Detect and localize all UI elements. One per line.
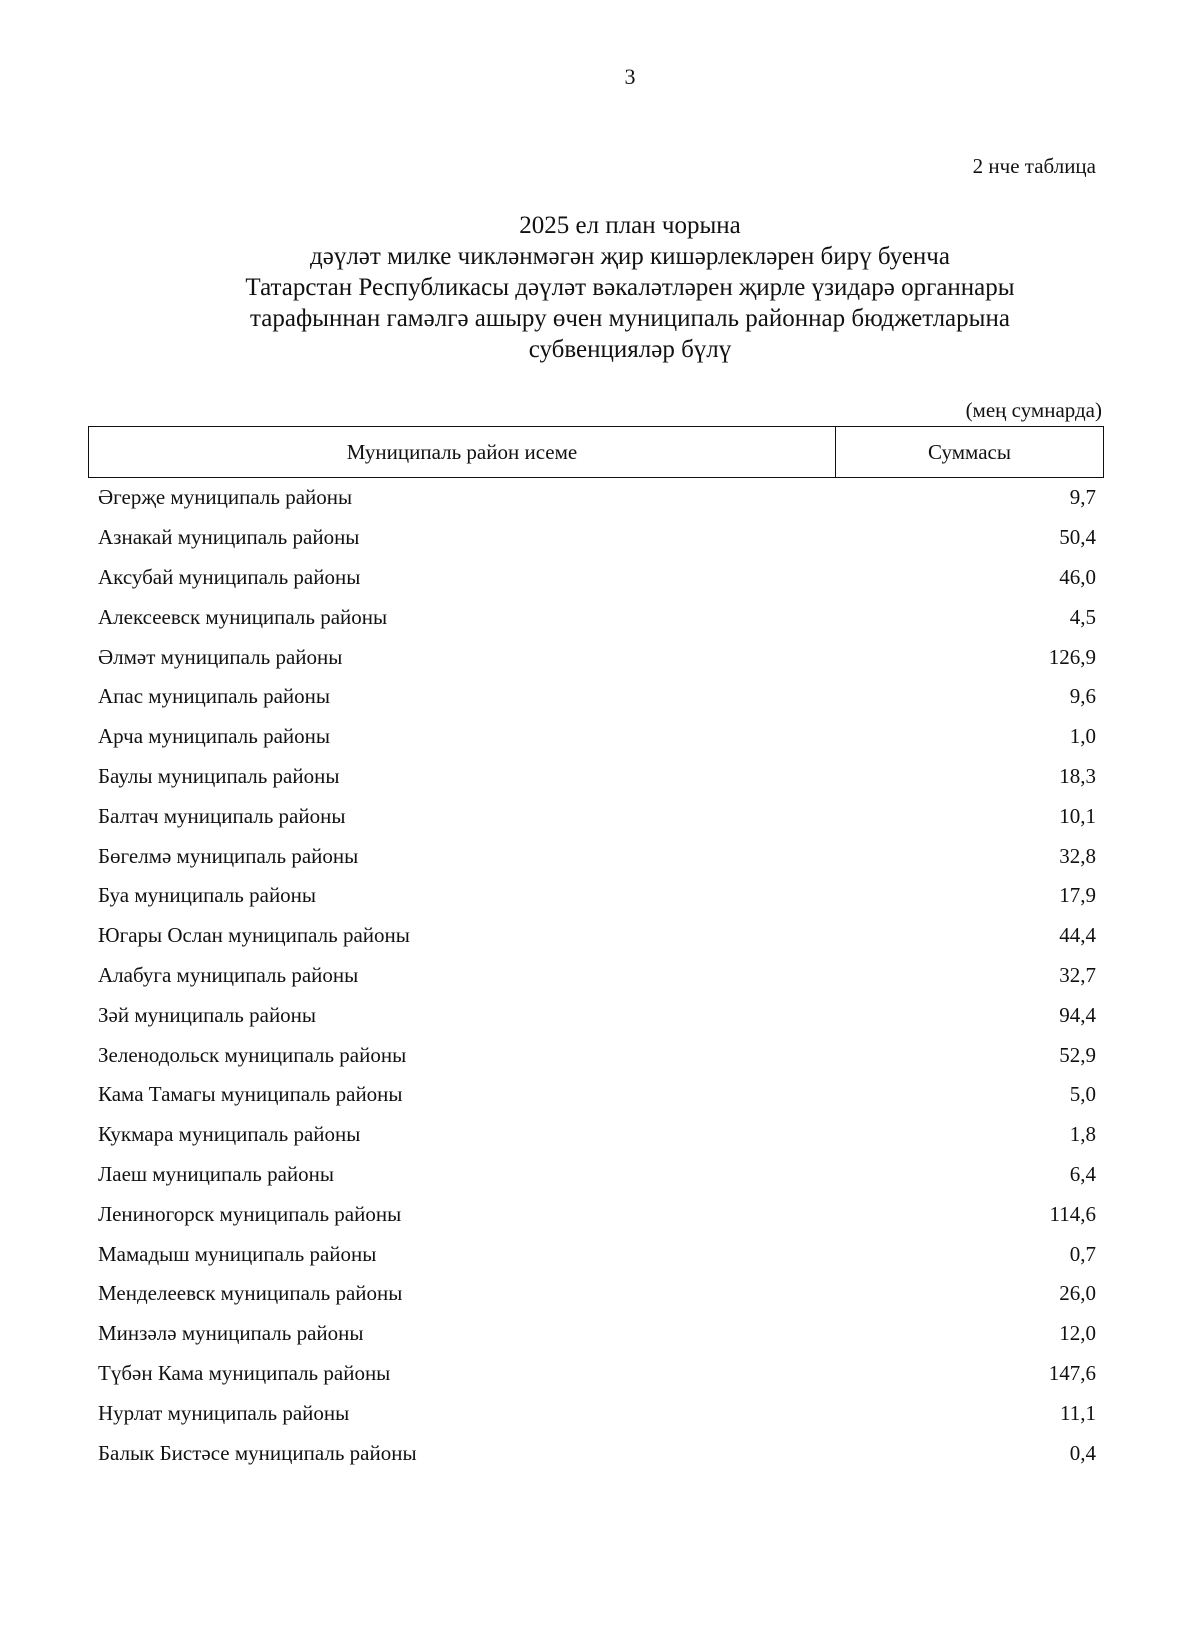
district-sum: 17,9 — [1059, 883, 1096, 908]
district-name: Арча муниципаль районы — [98, 724, 330, 749]
district-name: Буа муниципаль районы — [98, 883, 317, 908]
title-line: тарафыннан гамәлгә ашыру өчен муниципаль районнар бюджетларына — [250, 305, 1010, 332]
district-sum: 9,6 — [1069, 684, 1096, 709]
district-sum: 32,8 — [1059, 843, 1096, 868]
document-title — [120, 210, 1140, 365]
table-row — [98, 1354, 1096, 1394]
column-header-sum: Суммасы — [928, 439, 1011, 464]
district-sum: 52,9 — [1059, 1042, 1096, 1067]
district-sum: 1,8 — [1069, 1122, 1096, 1147]
page-number: 3 — [624, 64, 636, 89]
table-row — [98, 757, 1096, 797]
district-sum: 94,4 — [1059, 1002, 1096, 1027]
table-row — [98, 1155, 1096, 1195]
district-name: Алабуга муниципаль районы — [98, 962, 359, 987]
district-name: Нурлат муниципаль районы — [98, 1400, 350, 1425]
district-sum: 147,6 — [1048, 1360, 1096, 1385]
table-row — [98, 1075, 1096, 1115]
district-sum: 6,4 — [1069, 1161, 1096, 1186]
table-label: 2 нче таблица — [972, 154, 1096, 178]
district-sum: 11,1 — [1060, 1400, 1096, 1425]
title-line: 2025 ел план чорына — [519, 212, 741, 239]
table-row — [98, 677, 1096, 717]
district-name: Азнакай муниципаль районы — [98, 525, 360, 550]
district-name: Лаеш муниципаль районы — [98, 1161, 335, 1186]
table-row — [98, 717, 1096, 757]
district-name: Лениногорск муниципаль районы — [98, 1201, 402, 1226]
table-row — [98, 956, 1096, 996]
district-sum: 18,3 — [1059, 763, 1096, 788]
table-row — [98, 916, 1096, 956]
district-name: Түбән Кама муниципаль районы — [98, 1360, 391, 1385]
district-name: Аксубай муниципаль районы — [98, 564, 361, 589]
district-sum: 1,0 — [1069, 724, 1096, 749]
title-line: Татарстан Республикасы дәүләт вәкаләтләрен җирле үзидарә органнары — [245, 274, 1015, 301]
table-row — [98, 597, 1096, 637]
district-name: Кама Тамагы муниципаль районы — [98, 1082, 403, 1107]
table-body — [98, 478, 1096, 1473]
district-sum: 0,4 — [1069, 1440, 1096, 1465]
district-name: Әгерҗе муниципаль районы — [98, 485, 353, 510]
district-sum: 26,0 — [1059, 1281, 1096, 1306]
district-sum: 114,6 — [1049, 1201, 1096, 1226]
table-row — [98, 1035, 1096, 1075]
district-name: Менделеевск муниципаль районы — [98, 1281, 403, 1306]
table-row — [98, 1234, 1096, 1274]
district-sum: 46,0 — [1059, 564, 1096, 589]
district-sum: 44,4 — [1059, 923, 1096, 948]
district-sum: 126,9 — [1048, 644, 1096, 669]
table-row — [98, 558, 1096, 598]
units-note: (мең сумнарда) — [965, 398, 1102, 422]
table-row — [98, 1393, 1096, 1433]
title-line: дәүләт милке чикләнмәгән җир кишәрлекләрен бирү буенча — [310, 243, 950, 270]
table-row — [98, 518, 1096, 558]
table-header — [88, 426, 1104, 478]
title-line: субвенцияләр бүлү — [528, 336, 732, 363]
table-row — [98, 1115, 1096, 1155]
table-row — [98, 995, 1096, 1035]
district-name: Югары Ослан муниципаль районы — [98, 923, 410, 948]
district-name: Балтач муниципаль районы — [98, 803, 346, 828]
district-sum: 32,7 — [1059, 962, 1096, 987]
district-name: Мамадыш муниципаль районы — [98, 1241, 377, 1266]
column-header-name: Муниципаль район исеме — [89, 427, 836, 477]
district-name: Апас муниципаль районы — [98, 684, 330, 709]
district-name: Әлмәт муниципаль районы — [98, 644, 343, 669]
table-row — [98, 876, 1096, 916]
district-name: Алексеевск муниципаль районы — [98, 604, 388, 629]
district-name: Зеленодольск муниципаль районы — [98, 1042, 407, 1067]
district-name: Кукмара муниципаль районы — [98, 1122, 361, 1147]
district-name: Балык Бистәсе муниципаль районы — [98, 1440, 417, 1465]
district-sum: 9,7 — [1069, 485, 1096, 510]
table-row — [98, 478, 1096, 518]
table-row — [98, 1314, 1096, 1354]
district-name: Баулы муниципаль районы — [98, 763, 340, 788]
district-sum: 12,0 — [1059, 1321, 1096, 1346]
table-row — [98, 1194, 1096, 1234]
district-sum: 5,0 — [1069, 1082, 1096, 1107]
table-row — [98, 836, 1096, 876]
table-row — [98, 637, 1096, 677]
district-name: Зәй муниципаль районы — [98, 1002, 317, 1027]
district-sum: 50,4 — [1059, 525, 1096, 550]
district-sum: 10,1 — [1059, 803, 1096, 828]
district-name: Бөгелмә муниципаль районы — [98, 843, 359, 868]
district-sum: 4,5 — [1069, 604, 1096, 629]
table-row — [98, 796, 1096, 836]
district-name: Минзәлә муниципаль районы — [98, 1321, 364, 1346]
table-row — [98, 1274, 1096, 1314]
district-sum: 0,7 — [1069, 1241, 1096, 1266]
table-row — [98, 1433, 1096, 1473]
